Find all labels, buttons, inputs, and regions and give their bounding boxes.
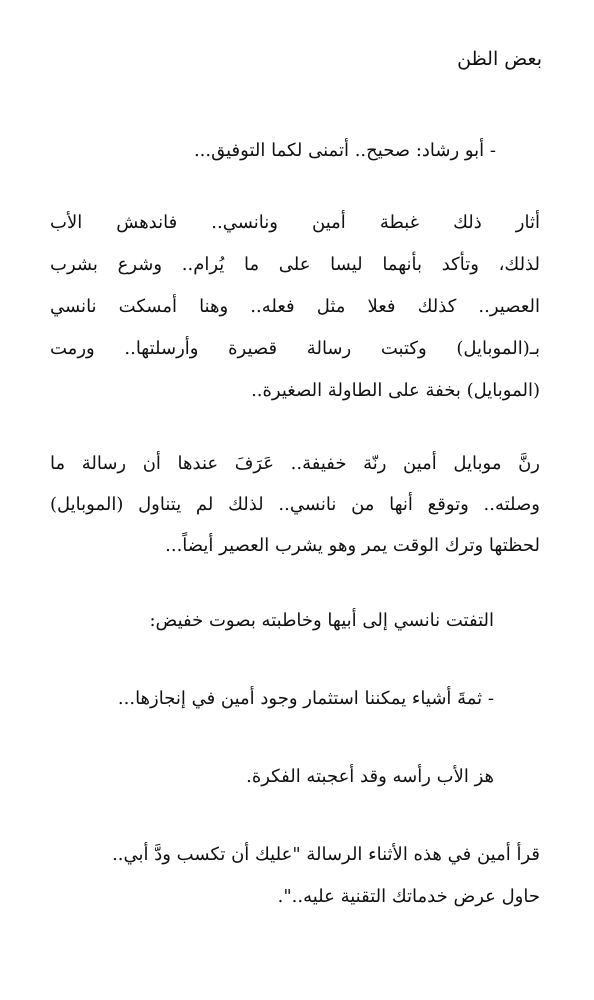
text-line: رنَّ موبايل أمين رنّة خفيفة.. عَرَفَ عندها أن رسالة ما <box>50 453 540 474</box>
text-line: التفتت نانسي إلى أبيها وخاطبته بصوت خفيض: <box>149 610 494 631</box>
text-line: العصير.. كذلك فعلا مثل فعله.. وهنا أمسكت نانسي <box>50 296 540 317</box>
text-line: (الموبايل) بخفة على الطاولة الصغيرة.. <box>251 380 540 401</box>
text-line: وصلته.. وتوقع أنها من نانسي.. لذلك لم يتناول (الموبايل) <box>50 494 540 515</box>
text-line: - ثمةَ أشياء يمكننا استثمار وجود أمين في إنجازها... <box>117 688 494 709</box>
text-line: لحظتها وترك الوقت يمر وهو يشرب العصير أيضاً... <box>165 535 540 556</box>
text-line: حاول عرض خدماتك التقنية عليه..". <box>277 886 540 907</box>
text-line: قرأ أمين في هذه الأثناء الرسالة "عليك أن تكسب ودَّ أبي.. <box>112 844 540 865</box>
text-line: هز الأب رأسه وقد أعجبته الفكرة. <box>246 766 494 787</box>
text-line: - أبو رشاد: صحيح.. أتمنى لكما التوفيق... <box>193 140 496 161</box>
text-line: بـ(الموبايل) وكتبت رسالة قصيرة وأرسلتها.. ورمت <box>50 338 540 359</box>
text-line: لذلك، وتأكد بأنهما ليسا على ما يُرام.. وشرع بشرب <box>50 254 540 275</box>
running-header: بعض الظن <box>457 48 542 70</box>
text-line: أثار ذلك غبطة أمين ونانسي.. فاندهش الأب <box>50 212 540 233</box>
